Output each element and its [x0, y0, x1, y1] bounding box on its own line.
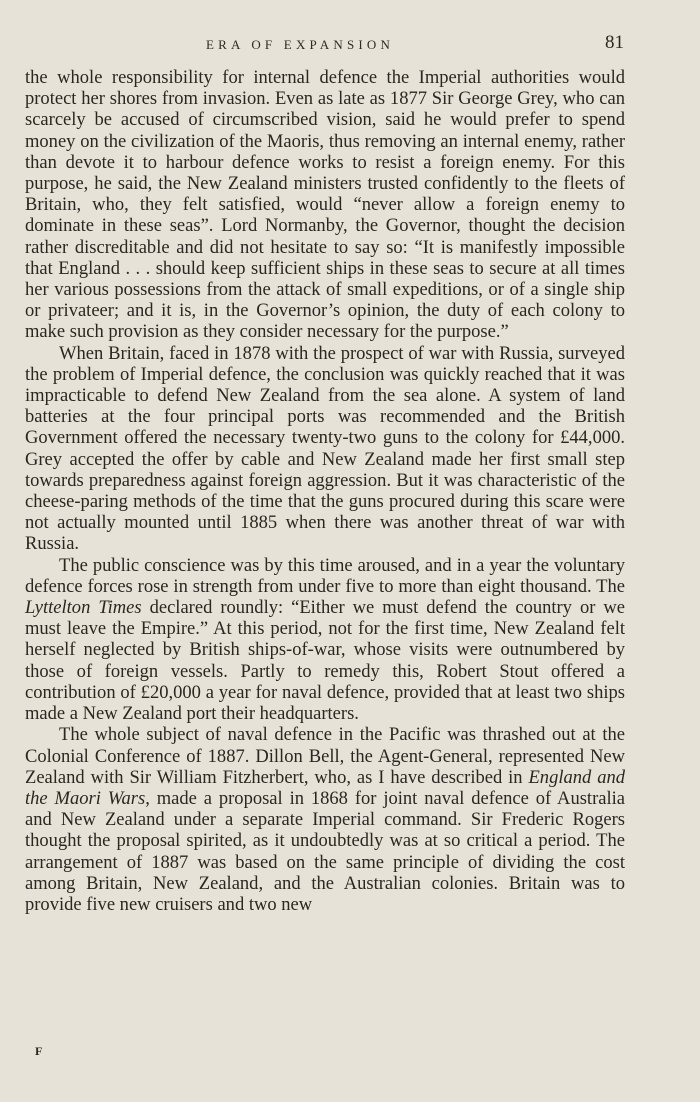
italic-title: England and the Maori Wars — [25, 766, 625, 809]
text-segment: The whole subject of naval defence in the Pacific was thrashed out at the Colonial Conference of 1887. Dillon Bell, the Agent-General, represented New Zealand with Sir William Fitzherbert, who, as I have described in — [25, 724, 625, 788]
text-segment: , made a proposal in 1868 for joint naval defence of Australia and New Zealand under a separate Imperial command. Sir Frederic Rogers thought the proposal spirited, as it undoubtedly was at so critical a period. The arrangement of 1887 was based on the same principle of dividing the cost among Britain, New Zealand, and the Australian colonies. Britain was to provide five new cruisers and two new — [25, 787, 625, 915]
text-segment: The public conscience was by this time aroused, and in a year the voluntary defence forces rose in strength from under five to more than eight thousand. The — [25, 554, 625, 597]
text-segment: the whole responsibility for internal defence the Imperial authorities would protect her shores from invasion. Even as late as 1877 Sir George Grey, who can scarcely be accused of circumscribed vision, said he would prefer to spend money on the civilization of the Maoris, thus removing an internal enemy, rather than devote it to harbour defence works to resist a foreign enemy. For this purpose, he said, the New Zealand ministers trusted confidently to the fleets of Britain, who, they felt satisfied, would “never allow a foreign enemy to dominate in these seas”. Lord Normanby, the Governor, thought the decision rather discreditable and did not hesitate to say so: “It is manifestly impossible that England . . . should keep sufficient ships in these seas to secure at all times her various possessions from the attack of small expeditions, or of a single ship or privateer; and it is, in the Governor’s opinion, the duty of each colony to make such provision as they consider necessary for the purpose.” — [25, 67, 625, 343]
running-head: ERA OF EXPANSION — [206, 37, 395, 52]
italic-title: Lyttelton Times — [25, 597, 142, 619]
body-text — [25, 67, 625, 915]
paragraph — [25, 343, 625, 555]
paragraph — [25, 724, 625, 915]
signature-mark: F — [35, 1044, 43, 1058]
text-segment: declared roundly: “Either we must defend the country or we must leave the Empire.” At this period, not for the first time, New Zealand felt herself neglected by British ships-of-war, whose visits were outnumbered by those of foreign vessels. Partly to remedy this, Robert Stout offered a contribution of £20,000 a year for naval defence, provided that at least two ships made a New Zealand port their headquarters. — [25, 597, 625, 725]
paragraph — [25, 555, 625, 725]
page-number: 81 — [605, 32, 624, 53]
paragraph — [25, 67, 625, 343]
text-segment: When Britain, faced in 1878 with the prospect of war with Russia, surveyed the problem of Imperial defence, the conclusion was quickly reached that it was impracticable to defend New Zealand from the sea alone. A system of land batteries at the four principal ports was recommended and the British Government offered the necessary twenty-two guns to the colony for £44,000. Grey accepted the offer by cable and New Zealand made her first small step towards preparedness against foreign aggression. But it was characteristic of the cheese-paring methods of the time that the guns procured during this scare were not actually mounted until 1885 when there was another threat of war with Russia. — [25, 342, 625, 555]
